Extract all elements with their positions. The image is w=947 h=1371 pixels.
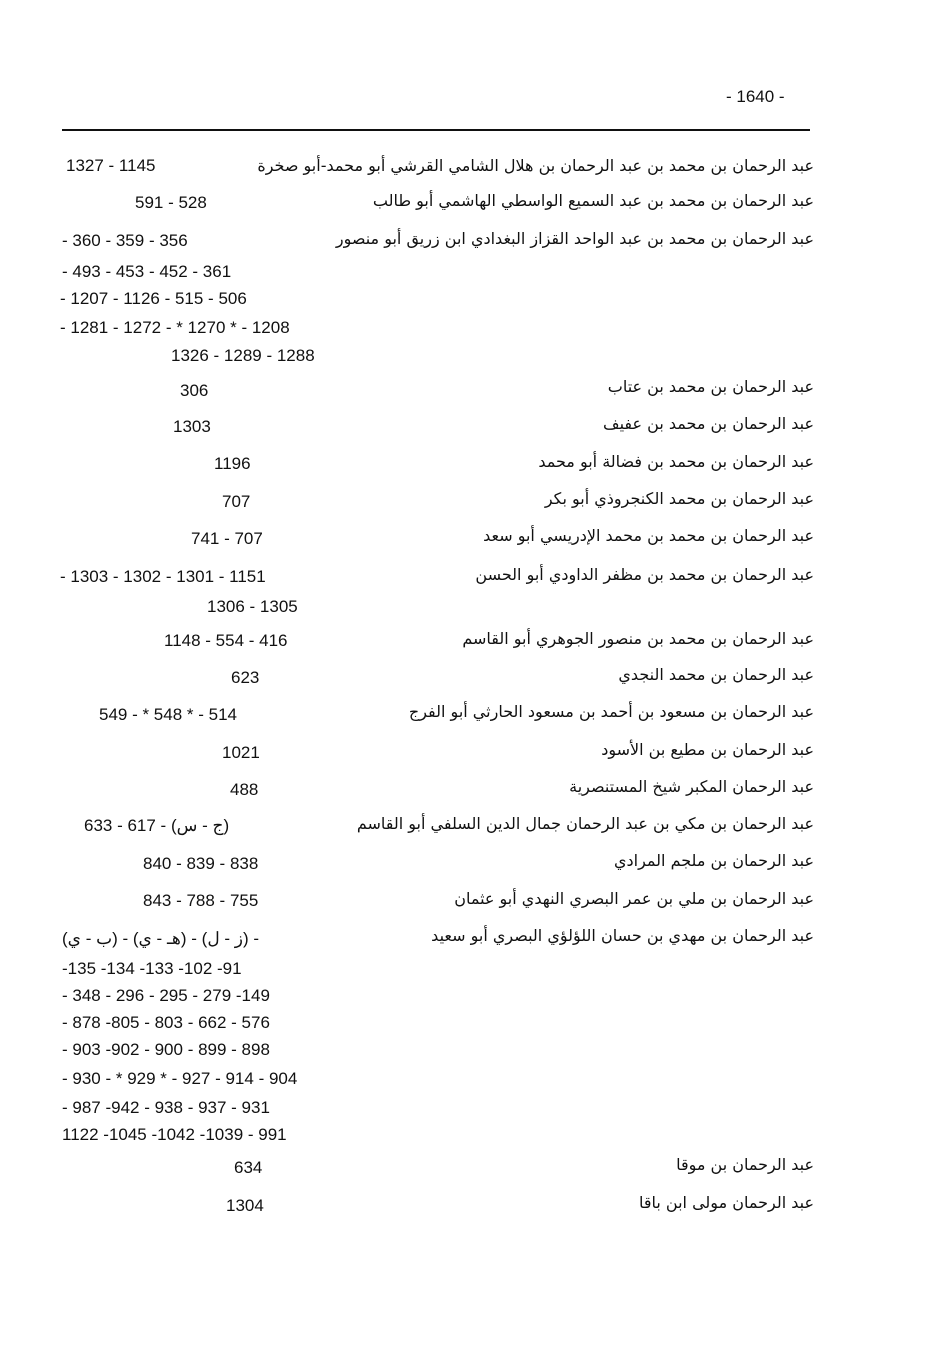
entry-pages: 1148 - 554 - 416	[164, 631, 288, 650]
entry-pages: 707	[222, 492, 251, 511]
entry-pages: 840 - 839 - 838	[143, 854, 259, 873]
entry-pages: 1306 - 1305	[207, 597, 298, 616]
entry-name: عبد الرحمان بن ملي بن عمر البصري النهدي أبو عثمان	[454, 889, 814, 908]
entry-pages: - 987 -942 - 938 - 937 - 931	[62, 1098, 270, 1117]
entry-pages: - 903 -902 - 900 - 899 - 898	[62, 1040, 270, 1059]
entry-pages: - 493 - 453 - 452 - 361	[62, 262, 232, 281]
entry-pages: 843 - 788 - 755	[143, 891, 259, 910]
entry-name: عبد الرحمان المكبر شيخ المستنصرية	[569, 777, 814, 796]
entry-pages: 1303	[173, 417, 211, 436]
entry-pages: 306	[180, 381, 209, 400]
entry-pages: 549 - * 548 * - 514	[99, 705, 237, 724]
entry-name: عبد الرحمان مولى ابن باقا	[638, 1193, 814, 1212]
entry-name: عبد الرحمان بن محمد بن محمد الإدريسي أبو سعد	[483, 526, 814, 545]
entry-name: عبد الرحمان بن محمد بن منصور الجوهري أبو القاسم	[462, 629, 814, 648]
entry-pages: - 930 - * 929 * - 927 - 914 - 904	[62, 1069, 298, 1088]
entry-name: عبد الرحمان بن مطيع بن الأسود	[601, 740, 814, 759]
entry-name: عبد الرحمان بن محمد بن عتاب	[607, 377, 814, 396]
entry-pages: 1326 - 1289 - 1288	[171, 346, 315, 365]
entry-name: عبد الرحمان بن ملجم المرادي	[614, 851, 814, 870]
entry-name: عبد الرحمان بن محمد الكنجروذي أبو بكر	[544, 489, 814, 508]
entry-name: عبد الرحمان بن محمد بن فضالة أبو محمد	[538, 452, 814, 471]
entry-pages: - 1207 - 1126 - 515 - 506	[60, 289, 247, 308]
entry-name: عبد الرحمان بن موقا	[676, 1155, 814, 1174]
entry-pages: 634	[234, 1158, 263, 1177]
entry-pages: 633 - 617 - (ج - س)	[84, 816, 230, 835]
entry-pages: 488	[230, 780, 259, 799]
entry-name: عبد الرحمان بن محمد بن عفيف	[603, 414, 814, 433]
entry-pages: 741 - 707	[191, 529, 263, 548]
entry-pages: - 1281 - 1272 - * 1270 * - 1208	[60, 318, 290, 337]
entry-pages: - 360 - 359 - 356	[62, 231, 188, 250]
entry-pages: 1304	[226, 1196, 264, 1215]
entry-pages: - 1303 - 1302 - 1301 - 1151	[60, 567, 266, 586]
header-rule	[62, 129, 810, 131]
entry-name: عبد الرحمان بن محمد بن مظفر الداودي أبو الحسن	[475, 565, 814, 584]
entry-name: عبد الرحمان بن مكي بن عبد الرحمان جمال الدين السلفي أبو القاسم	[356, 814, 814, 833]
entry-pages: 1327 - 1145	[66, 156, 156, 175]
entry-name: عبد الرحمان بن محمد بن عبد الواحد القزاز البغدادي ابن زريق أبو منصور	[335, 229, 814, 248]
entry-name: عبد الرحمان بن مهدي بن حسان اللؤلؤي البصري أبو سعيد	[431, 926, 814, 945]
entry-pages: 623	[231, 668, 260, 687]
entry-pages: 1122 -1045 -1042 -1039 - 991	[62, 1125, 287, 1144]
entry-pages: (ب - ي) - (هـ - ي) - (ز - ل) -	[62, 929, 260, 948]
entry-name: عبد الرحمان بن مسعود بن أحمد بن مسعود الحارثي أبو الفرج	[408, 702, 814, 721]
page-number: - 1640 -	[726, 87, 785, 106]
entry-name: عبد الرحمان بن محمد النجدي	[618, 665, 814, 684]
entry-pages: -135 -134 -133 -102 -91	[62, 959, 242, 978]
entry-name: عبد الرحمان بن محمد بن عبد السميع الواسطي الهاشمي أبو طالب	[372, 191, 814, 210]
entry-pages: 1021	[222, 743, 260, 762]
entry-pages: 1196	[214, 454, 251, 473]
entry-pages: - 878 -805 - 803 - 662 - 576	[62, 1013, 270, 1032]
entry-pages: 591 - 528	[135, 193, 207, 212]
entry-name: عبد الرحمان بن محمد بن عبد الرحمان بن هلال الشامي القرشي أبو محمد-أبو صخرة	[257, 156, 814, 175]
entry-pages: - 348 - 296 - 295 - 279 -149	[62, 986, 270, 1005]
